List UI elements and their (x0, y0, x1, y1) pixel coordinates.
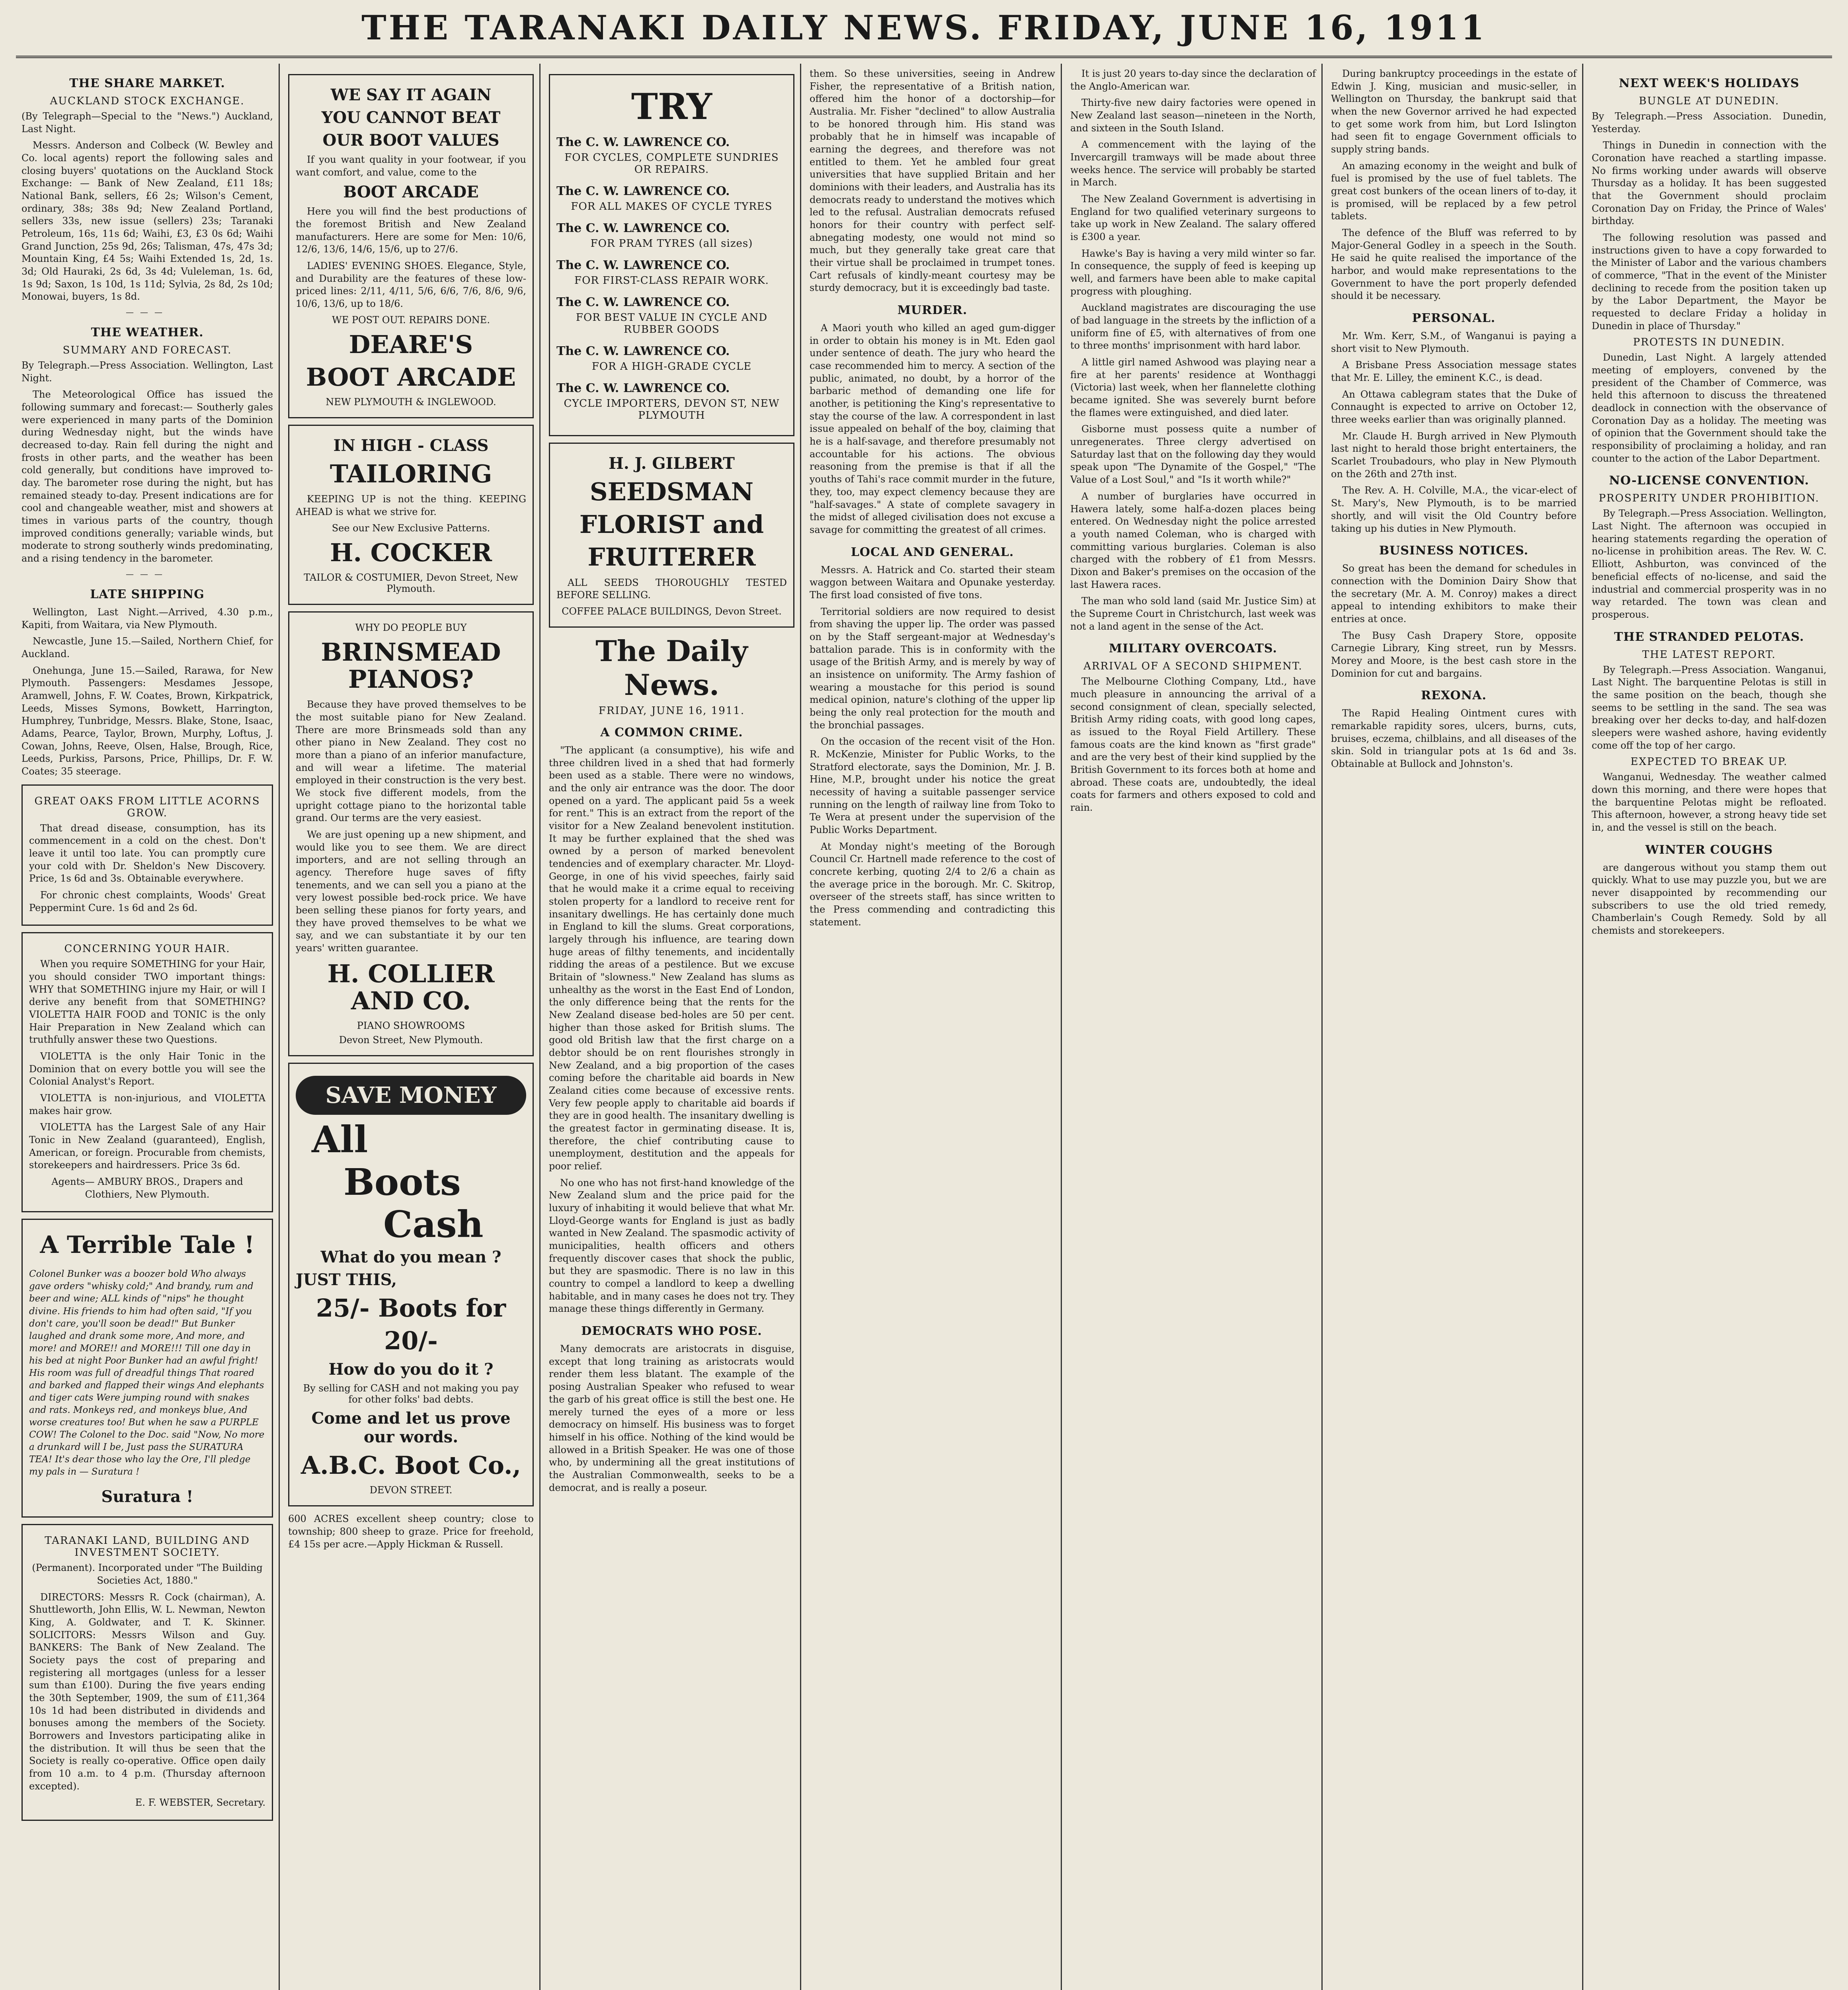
local-item: A commencement with the laying of the Invercargill tramways will be made about three weeks hence. The service will probably be started in March. (1070, 139, 1316, 188)
building-society-advert (21, 1524, 273, 1821)
boots-line-6: 25/- Boots for (316, 1293, 506, 1323)
column-3 (543, 68, 800, 1990)
cocker-text-1: KEEPING UP is not the thing. KEEPING AHEAD is what we strive for. (296, 494, 526, 517)
abc-name: A.B.C. Boot Co., (301, 1451, 521, 1480)
brinsmead-heading-2: BRINSMEAD PIANOS? (321, 637, 501, 694)
holidays-text-1: Things in Dunedin in connection with the Coronation have reached a startling impasse. No firms working under awards will observe Thursday as a holiday. It has been suggested that the Government should proclaim Coronation Day on Friday, the Prince of Wales' birthday. (1592, 140, 1827, 227)
abc-address: DEVON STREET. (369, 1485, 453, 1496)
no-license-text: By Telegraph.—Press Association. Wellington, Last Night. The afternoon was occupied in hearing statements regarding the operation of no-license in prohibition areas. The Rev. W. C. Elliott, Ashburton, was convinced of the beneficial effects of no-license, and said the industrial and commercial prosperity was in no way retarded. The town was clean and prosperous. (1592, 508, 1827, 620)
shipping-text-2: Newcastle, June 15.—Sailed, Northern Chief, for Auckland. (21, 636, 273, 659)
column-2 (283, 68, 539, 1990)
tale-signature: Suratura ! (101, 1487, 193, 1506)
local-item: During bankruptcy proceedings in the estate of Edwin J. King, musician and music-seller, in Wellington on Thursday, the bankrupt said that when the new Governor arrived he had expected to get some work from him, but Lord Islington had seen fit to engage Government officials to supply string bands. (1331, 68, 1577, 155)
share-market-text: Messrs. Anderson and Colbeck (W. Bewley and Co. local agents) report the following sales and closing buyers' quotations on the Auckland Stock Exchange: — Bank of New Zealand, £11 18s; National Bank, sellers, £6 2s; Wilson's Cement, ordinary, 38s; 38s 9d; New Zealand Portland, sellers 33s, new issue (sellers) 23s; Taranaki Petroleum, 16s, 11s 6d; Waihi, £3, £3 0s 6d; Waihi Grand Junction, 25s 9d, 26s; Talisman, 47s, 47s 3d; Mountain King, £4 5s; Waihi Extended 1s, 2d, 1s. 3d; Old Hauraki, 2s 6d, 3s 4d; Vuleleman, 1s. 6d, 1s 9d; Saxon, 1s 10d, 1s 11d; Sylvia, 2s 8d, 2s 10d; Monowai, buyers, 1s 8d. (21, 140, 273, 302)
no-license-subheading: PROSPERITY UNDER PROHIBITION. (1598, 492, 1820, 505)
boots-line-1: All (312, 1118, 368, 1161)
tale-poem: Colonel Bunker was a boozer bold Who always gave orders "whisky cold;" And brandy, rum and beer and wine; ALL kinds of "nips" he thought divine. His friends to him had often said, "If you don't care, you'll soon be dead!" But Bunker laughed and drank some more, And more, and more! and MORE!! and MORE!!! Till one day in his bed at night Poor Bunker had an awful fright! His room was full of dreadful things That roared and barked and flapped their wings And elephants and tiger cats Were jumping round with snakes and rats. Monkeys red, and monkeys blue, And worse creatures too! But when he saw a PURPLE COW! The Colonel to the Doc. said "Now, No more a drunkard will I be, Just pass the SURATURA TEA! It's dear those who lay the Ore, I'll pledge my pals in — Suratura ! (29, 1269, 265, 1477)
democrats-heading: DEMOCRATS WHO POSE. (581, 1324, 762, 1338)
column-rule (1582, 64, 1583, 1990)
deares-advert (288, 74, 534, 418)
local-item: A little girl named Ashwood was playing near a fire at her parents' residence at Wonthaggi (Victoria) last week, when her flannelette clothing became ignited. She was severely burnt before the flames were extinguished, and died later. (1070, 357, 1316, 418)
deares-heading-3: OUR BOOT VALUES (322, 131, 500, 150)
brinsmead-text-2: We are just opening up a new shipment, and would like you to see them. We are direct importers, and are not selling through an agency. Therefore huge saves of fifty tenements, and we can sell you a piano at the very lowest possible bed-rock price. We have been selling these pianos for forty years, and they have proved themselves to be what we say, and we can substantiate it by our ten years' written guarantee. (296, 829, 526, 954)
oaks-text-2: For chronic chest complaints, Woods' Great Peppermint Cure. 1s 6d and 2s 6d. (29, 889, 265, 913)
building-signature: E. F. WEBSTER, Secretary. (135, 1797, 265, 1809)
lawrence-line: FOR ALL MAKES OF CYCLE TYRES (571, 201, 773, 213)
shipping-heading: LATE SHIPPING (90, 587, 205, 601)
oaks-heading: GREAT OAKS FROM LITTLE ACORNS GROW. (34, 795, 260, 819)
holidays-subheading: BUNGLE AT DUNEDIN. (1639, 95, 1780, 107)
personal-item: An Ottawa cablegram states that the Duke of Connaught is expected to arrive on October 12, three weeks earlier than was originally planned. (1331, 388, 1577, 425)
gilbert-name: H. J. GILBERT (609, 454, 735, 473)
gilbert-line-2: FLORIST and (579, 510, 764, 539)
local-text-3: On the occasion of the recent visit of the Hon. R. McKenzie, Minister for Public Works, to the Stratford electorate, says the Dominion, Mr. J. B. Hine, M.P., brought under his notice the great necessity of having a suitable passenger service running on the length of railway line from Toko to Te Wera at present under the supervision of the Public Works Department. (810, 736, 1055, 835)
masthead (16, 8, 1832, 58)
lawrence-line: FOR A HIGH-GRADE CYCLE (591, 361, 752, 373)
shipping-text-1: Wellington, Last Night.—Arrived, 4.30 p.m., Kapiti, from Waitara, via New Plymouth. (21, 606, 273, 630)
gilbert-line-3: FRUITERER (587, 542, 756, 572)
collier-address: Devon Street, New Plymouth. (339, 1034, 483, 1046)
holidays-dateline: By Telegraph.—Press Association. Dunedin, Yesterday. (1592, 111, 1827, 135)
hair-text-3: VIOLETTA is non-injurious, and VIOLETTA makes hair grow. (29, 1092, 265, 1116)
lawrence-line: FOR BEST VALUE IN CYCLE AND RUBBER GOODS (576, 312, 768, 336)
winter-coughs-text: are dangerous without you stamp them out quickly. What to use may puzzle you, but we are never disappointed by recommending our subscribers to use the old tried remedy, Chamberlain's Cough Remedy. Sold by all chemists and storekeepers. (1592, 862, 1827, 936)
column-rule (1321, 64, 1323, 1990)
deares-arcade: BOOT ARCADE (343, 183, 479, 202)
hickman-advert: 600 ACRES excellent sheep country; close to township; 800 sheep to graze. Price for freehold, £4 15s per acre.—Apply Hickman & Russell. (288, 1513, 534, 1550)
personal-item: Mr. Claude H. Burgh arrived in New Plymouth last night to herald those bright entertainers, the Scarlet Troubadours, who play in New Plymouth on the 26th and 27th inst. (1331, 430, 1577, 480)
pelotas-subheading: THE LATEST REPORT. (1642, 648, 1776, 661)
column-rule (1061, 64, 1062, 1990)
break-up-text: Wanganui, Wednesday. The weather calmed down this morning, and there were hopes that the barquentine Pelotas might be refloated. This afternoon, however, a strong heavy tide set in, and the vessel is still on the beach. (1592, 771, 1827, 833)
masthead-title: THE TARANAKI DAILY NEWS. FRIDAY, JUNE 16, 1911 (361, 8, 1487, 47)
boots-line-9: By selling for CASH and not making you pay for other folks' bad debts. (303, 1383, 519, 1405)
weather-heading: THE WEATHER. (91, 326, 204, 340)
boots-line-2: Boots (343, 1160, 461, 1204)
winter-coughs-heading: WINTER COUGHS (1645, 843, 1773, 857)
local-item: It is just 20 years to-day since the declaration of the Anglo-American war. (1070, 68, 1316, 92)
no-license-heading: NO-LICENSE CONVENTION. (1609, 474, 1809, 488)
column-rule (279, 64, 280, 1990)
pelotas-heading: THE STRANDED PELOTAS. (1614, 630, 1804, 644)
business-notices-heading: BUSINESS NOTICES. (1379, 544, 1529, 558)
lawrence-name: The C. W. LAWRENCE CO. (556, 344, 730, 358)
local-item: Hawke's Bay is having a very mild winter so far. In consequence, the supply of feed is keeping up well, and farmers have been able to make capital progress with ploughing. (1070, 248, 1316, 297)
democrats-text: Many democrats are aristocrats in disguise, except that long training as aristocrats would render them less blatant. The example of the posing Australian Speaker who refused to wear the garb of his great office is still the best one. He merely turned the eyes of a more or less democracy on himself. His business was to forget himself in his office. Nothing of the kind would be allowed in a British Speaker. He was one of those who, by undermining all the great institutions of the Australian Commonwealth, seeks to be a democrat, and is really a poseur. (549, 1343, 794, 1493)
hair-heading: CONCERNING YOUR HAIR. (64, 943, 230, 955)
hair-text-4: VIOLETTA has the Largest Sale of any Hair Tonic in New Zealand (guaranteed), English, American, or foreign. Procurable from chemists, storekeepers and hairdressers. Price 3s 6d. (29, 1122, 265, 1171)
personal-heading: PERSONAL. (1412, 311, 1496, 326)
boots-line-3: Cash (383, 1203, 484, 1246)
gilbert-address: COFFEE PALACE BUILDINGS, Devon Street. (562, 605, 782, 617)
pelotas-text: By Telegraph.—Press Association. Wanganui, Last Night. The barquentine Pelotas is still in the same position on the beach, though she seems to be settling in the sand. The sea was breaking over her decks to-day, and half-dozen sleepers were washed ashore, having evidently come off the top of her cargo. (1592, 664, 1827, 751)
personal-item: Mr. Wm. Kerr, S.M., of Wanganui is paying a short visit to New Plymouth. (1331, 330, 1577, 354)
overcoats-text: The Melbourne Clothing Company, Ltd., have much pleasure in announcing the arrival of a second consignment of clean, specially selected, British Army riding coats, with good long capes, as issued to the Royal Field Artillery. These famous coats are the kind known as "first grade" and are the very best of their kind supplied by the British Government to its forces both at home and abroad. These coats are, undoubtedly, the ideal coats for farmers and others exposed to cold and rain. (1070, 676, 1316, 813)
lawrence-name: The C. W. LAWRENCE CO. (556, 381, 730, 395)
separator: ——— (126, 569, 169, 579)
share-market-subheading: AUCKLAND STOCK EXCHANGE. (50, 95, 245, 107)
lawrence-line: CYCLE IMPORTERS, DEVON ST, NEW PLYMOUTH (564, 398, 780, 421)
column-5 (1065, 68, 1321, 1990)
hair-agents: Agents— AMBURY BROS., Drapers and Clothiers, New Plymouth. (51, 1176, 243, 1200)
gilbert-line-1: SEEDSMAN (589, 477, 754, 506)
local-item: The man who sold land (said Mr. Justice Sim) at the Supreme Court in Christchurch, last week was not a land agent in the sense of the Act. (1070, 595, 1316, 632)
local-item: The defence of the Bluff was referred to by Major-General Godley in a speech in the South. He said he quite realised the importance of the harbor, and would make representations to the Government to have the port properly defended should it be necessary. (1331, 227, 1577, 302)
column-6 (1325, 68, 1582, 1990)
brinsmead-heading-1: WHY DO PEOPLE BUY (355, 622, 467, 633)
rexona-text: The Rapid Healing Ointment cures with remarkable rapidity sores, ulcers, burns, cuts, bruises, eczema, chilblains, and all diseases of the skin. Sold in triangular pots at 1s 6d and 3s. Obtainable at Bullock and Johnston's. (1331, 708, 1577, 769)
deares-text-1: If you want quality in your footwear, if you want comfort, and value, come to the (296, 154, 526, 178)
share-market-heading: THE SHARE MARKET. (69, 76, 225, 90)
boots-line-10: Come and let us prove our words. (311, 1409, 511, 1447)
column-4 (804, 68, 1061, 1990)
hair-text-1: When you require SOMETHING for your Hair, you should consider TWO important things: WHY that SOMETHING injure my Hair, or will I derive any benefit from that SOMETHING? VIOLETTA HAIR FOOD and TONIC is the only Hair Preparation in New Zealand which can truthfully answer these two Questions. (29, 958, 265, 1046)
boots-line-7: 20/- (384, 1326, 438, 1355)
break-up-heading: EXPECTED TO BREAK UP. (1630, 756, 1788, 768)
weather-dateline: By Telegraph.—Press Association. Wellington, Last Night. (21, 360, 273, 384)
crime-heading: A COMMON CRIME. (600, 725, 743, 739)
local-item: An amazing economy in the weight and bulk of fuel is promised by the use of fuel tablets. The great cost bunkers of the ocean liners of to-day, it is promised, will be replaced by a few petrol tablets. (1331, 160, 1577, 222)
separator: ——— (126, 307, 169, 317)
collier-name: H. COLLIER AND CO. (327, 959, 495, 1015)
try-heading: TRY (631, 86, 712, 128)
abc-boot-advert (288, 1063, 534, 1506)
crime-text-1: "The applicant (a consumptive), his wife and three children lived in a shed that had formerly been used as a stable. There were no windows, and the only air entrance was the door. The door opened on a yard. The applicant paid 5s a week for rent." This is an extract from the report of the visitor for a New Zealand benevolent institution. It may be further explained that the shed was owned by a person of marked benevolent tendencies and of exemplary character. Mr. Lloyd-George, in one of his vivid speeches, fairly said that he would make it a crime equal to receiving stolen property for a landlord to receive rent for insanitary dwellings. He has certainly done much in England to kill the slums. Great corporations, largely through his influence, are tearing down huge areas of filthy tenements, and incidentally ridding the areas of a pestilence. But we excuse Britain of "slowness." New Zealand has slums as unhealthy as the worst in the East End of London, the only difference being that the rents for the New Zealand disease bed-holes are 50 per cent. higher than those asked for British slums. The good old British law that the first charge on a debtor should be on rent flourishes strongly in New Zealand, and a big proportion of the cases coming before the charitable aid boards in New Zealand cities come because of excessive rents. Very few people apply to charitable aid boards if they are in good health. The insanitary dwelling is the greatest factor in germinating disease. It is, therefore, the chief contributing cause to unemployment, destitution and the appeals for poor relief. (549, 744, 794, 1172)
cocker-heading-2: TAILORING (330, 459, 492, 489)
hair-advert (21, 932, 273, 1212)
daily-news-date: FRIDAY, JUNE 16, 1911. (598, 704, 745, 717)
holidays-heading: NEXT WEEK'S HOLIDAYS (1619, 76, 1799, 90)
daily-news-title: The Daily News. (595, 634, 748, 702)
deares-heading-2: YOU CANNOT BEAT (321, 108, 501, 127)
shipping-text-3: Onehunga, June 15.—Sailed, Rarawa, for New Plymouth. Passengers: Mesdames Jessope, Aramwell, Johns, F. W. Coates, Brown, Kirkpatrick, Leeds, Misses Symons, Bowkett, Harrington, Humphrey, Tunbridge, Messrs. Blake, Stone, Isaac, Adams, Pearce, Taylor, Brown, Murphy, Loftus, J. Cowan, Johns, Reeve, Olsen, Halse, Brough, Rice, Leeds, Purkiss, Parsons, Price, Phillips, Dr. F. W. Coates; 35 steerage. (21, 665, 273, 777)
local-general-heading: LOCAL AND GENERAL. (851, 545, 1014, 559)
deares-text-4: WE POST OUT. REPAIRS DONE. (332, 314, 490, 326)
oaks-advert (21, 784, 273, 926)
deares-text-2: Here you will find the best productions of the foremost British and New Zealand manufacturers. Here are some for Men: 10/6, 12/6, 13/6, 14/6, 15/6, up to 27/6. (296, 206, 526, 255)
save-money-banner: SAVE MONEY (296, 1076, 526, 1115)
suratura-advert (21, 1219, 273, 1518)
lawrence-name: The C. W. LAWRENCE CO. (556, 184, 730, 198)
column-rule (800, 64, 801, 1990)
local-item: Gisborne must possess quite a number of unregenerates. Three clergy advertised on Saturday last that on the following day they would speak upon "The Dynamite of the Gospel," "The Value of a Lost Soul," and "Is it worth while?" (1070, 423, 1316, 486)
business-item: The Busy Cash Drapery Store, opposite Carnegie Library, King street, run by Messrs. Morey and Moore, is the best cash store in the Dominion for cut and bargains. (1331, 630, 1577, 679)
holidays-text-2: The following resolution was passed and instructions given to have a copy forwarded to the Minister of Labor and the various chambers of commerce, "That in the event of the Minister declining to recede from the position taken up by the Labor Department, the Mayor be requested to declare Friday a holiday in Dunedin in place of Thursday." (1592, 232, 1827, 332)
cocker-text-2: See our New Exclusive Patterns. (332, 522, 490, 534)
protests-heading: PROTESTS IN DUNEDIN. (1633, 336, 1786, 349)
lawrence-name: The C. W. LAWRENCE CO. (556, 295, 730, 309)
local-item: A number of burglaries have occurred in Hawera lately, some half-a-dozen places being entered. On Wednesday night the police arrested a youth named Coleman, who is charged with committing various burglaries. Coleman is also charged with the robbery of £1 from Messrs. Dixon and Baker's premises on the occasion of the last Hawera races. (1070, 490, 1316, 590)
rexona-heading: REXONA. (1421, 689, 1487, 703)
gilbert-text: ALL SEEDS THOROUGHLY TESTED BEFORE SELLING. (556, 577, 787, 601)
building-heading: TARANAKI LAND, BUILDING AND INVESTMENT SOCIETY. (45, 1535, 250, 1559)
cocker-address: TAILOR & COSTUMIER, Devon Street, New Plymouth. (304, 572, 518, 594)
deares-name-2: BOOT ARCADE (306, 362, 516, 392)
column-7 (1586, 68, 1832, 1990)
lawrence-line: FOR PRAM TYRES (all sizes) (590, 238, 753, 250)
weather-text: The Meteorological Office has issued the following summary and forecast:— Southerly gales were experienced in many parts of the Dominion during Wednesday night, but the winds have decreased to-day. Rain fell during the night and frosts in other parts, and the weather has been cold generally, but conditions have improved to-day. The barometer rose during the night, but has remained steady to-day. Present indications are for cool and changeable weather, mist and showers at times in various parts of the country, though improved conditions generally; variable winds, but moderate to strong southerly winds predominating, and a rising tendency in the barometer. (21, 389, 273, 564)
murder-heading: MURDER. (897, 303, 968, 318)
business-item: So great has been the demand for schedules in connection with the Dominion Dairy Show that the secretary (Mr. A. M. Conroy) makes a direct appeal to intending exhibitors to make their entries at once. (1331, 563, 1577, 624)
collier-showroom: PIANO SHOWROOMS (357, 1020, 465, 1031)
deares-text-3: LADIES' EVENING SHOES. Elegance, Style, and Durability are the features of these low-priced lines: 2/11, 4/11, 5/6, 6/6, 7/6, 8/6, 9/6, 10/6, 13/6, up to 18/6. (296, 260, 526, 310)
crime-text-2: No one who has not first-hand knowledge of the New Zealand slum and the price paid for the luxury of inhabiting it would believe that what Mr. Lloyd-George wants for England is just as badly wanted in New Zealand. The spasmodic activity of municipalities, health officers and others frequently discover cases that shock the public, but they are spasmodic. There is no law in this country to compel a landlord to keep a dwelling habitable, and in many cases he does not try. They manage these things differently in Germany. (549, 1177, 794, 1315)
hair-text-2: VIOLETTA is the only Hair Tonic in the Dominion that on every bottle you will see the Colonial Analyst's Report. (29, 1050, 265, 1087)
lawrence-line: FOR CYCLES, COMPLETE SUNDRIES OR REPAIRS. (564, 152, 779, 176)
gilbert-advert (549, 443, 794, 628)
cocker-advert (288, 425, 534, 605)
personal-item: A Brisbane Press Association message states that Mr. E. Lilley, the eminent K.C., is dead. (1331, 359, 1577, 384)
cocker-name: H. COCKER (330, 538, 492, 567)
personal-item: The Rev. A. H. Colville, M.A., the vicar-elect of St. Mary's, New Plymouth, is to be married shortly, and will visit the Old Country before taking up his duties in New Plymouth. (1331, 485, 1577, 534)
local-text-2: Territorial soldiers are now required to desist from shaving the upper lip. The order was passed on by the Staff sergeant-major at Wednesday's battalion parade. This is in conformity with the usage of the British Army, and is merely by way of an insistence on uniformity. The Army fashion of wearing a moustache for this period is sound medical opinion, nature's clothing of the upper lip being the only real protection for the mouth and the bronchial passages. (810, 606, 1055, 731)
column-1 (16, 68, 279, 1990)
deares-address: NEW PLYMOUTH & INGLEWOOD. (326, 396, 496, 408)
lawrence-name: The C. W. LAWRENCE CO. (556, 221, 730, 235)
lawrence-line: FOR FIRST-CLASS REPAIR WORK. (574, 275, 769, 287)
building-text: DIRECTORS: Messrs R. Cock (chairman), A. Shuttleworth, John Ellis, W. L. Newman, Newton King, A. Goldwater, and T. K. Skinner. SOLICITORS: Messrs Wilson and Guy. BANKERS: The Bank of New Zealand. The Society pays the cost of preparing and registering all mortgages (unless for a lesser sum than £100). During the five years ending the 30th September, 1909, the sum of £11,364 10s 1d had been distributed in dividends and bonuses among the members of the Society. Borrowers and Investors participating alike in the distribution. It will thus be seen that the Society is really co-operative. Office open daily from 10 a.m. to 4 p.m. (Thursday afternoon excepted). (29, 1591, 265, 1792)
local-text-1: Messrs. A. Hatrick and Co. started their steam waggon between Waitara and Opunake yesterday. The first load consisted of five tons. (810, 564, 1055, 601)
collier-advert (288, 611, 534, 1056)
weather-subheading: SUMMARY AND FORECAST. (62, 344, 232, 357)
cocker-heading-1: IN HIGH - CLASS (333, 436, 489, 455)
deares-name-1: DEARE'S (349, 330, 473, 359)
murder-text: A Maori youth who killed an aged gum-digger in order to obtain his money is in Mt. Eden gaol under sentence of death. The jury who heard the case recommended him to mercy. A section of the public, animated, no doubt, by a horror of the barbaric method of demanding one life for another, is petitioning the King's representative to stay the course of the law. A correspondent in last issue appealed on behalf of the boy, claiming that he is a half-savage, and therefore presumably not accountable for his actions. The obvious reasoning from the premise is that if all the youths of Tahi's race commit murder in the future, they, too, may expect clemency because they are "half-savages." A state of complete savagery in the midst of alleged civilisation does not excuse a savage for committing the greatest of all crimes. (810, 322, 1055, 535)
protests-text: Dunedin, Last Night. A largely attended meeting of employers, convened by the president of the Chamber of Commerce, was held this afternoon to discuss the threatened deadlock in connection with the observance of Coronation Day as a holiday. The meeting was of opinion that the Government should take the responsibility of proclaiming a holiday, and ran counter to the action of the Labor Department. (1592, 352, 1827, 464)
lawrence-name: The C. W. LAWRENCE CO. (556, 258, 730, 272)
overcoats-subheading: ARRIVAL OF A SECOND SHIPMENT. (1083, 660, 1303, 673)
lawrence-advert (549, 74, 794, 436)
deares-heading-1: WE SAY IT AGAIN (330, 86, 492, 104)
local-item: Auckland magistrates are discouraging the use of bad language in the streets by the infliction of a uniform fine of £5, with alternatives of from one to three months' imprisonment with hard labor. (1070, 302, 1316, 351)
building-subheading: (Permanent). Incorporated under "The Building Societies Act, 1880." (32, 1562, 263, 1586)
oaks-text: That dread disease, consumption, has its commencement in a cold on the chest. Don't leave it until too late. You can promptly cure your cold with Dr. Sheldon's New Discovery. Price, 1s 6d and 3s. Obtainable everywhere. (29, 822, 265, 884)
local-item: Thirty-five new dairy factories were opened in New Zealand last season—nineteen in the North, and sixteen in the South Island. (1070, 97, 1316, 134)
column-rule (539, 64, 541, 1990)
boots-line-4: What do you mean ? (320, 1247, 502, 1266)
tale-title: A Terrible Tale ! (40, 1231, 255, 1259)
lawrence-name: The C. W. LAWRENCE CO. (556, 135, 730, 149)
universities-text: them. So these universities, seeing in Andrew Fisher, the representative of a British nation, offered him the honor of a doctorship—for Australia. Mr. Fisher "declined" to allow Australia to be honored through him. His stand was probably that he in himself was incapable of earning the degrees, and therefore was not entitled to them. Yet he ambled four great universities that have supplied Britain and her dominions with their leaders, and Australia has its democrats ready to understand the motives which led to the refusal. Australian democrats refused honors for their country with perfect self-abnegating modesty, one would not mind so much, but they generally take great care that their virtue shall be proclaimed in trumpet tones. Cart refusals of kindly-meant courtesy may be sturdy democracy, but it is exceedingly bad taste. (810, 68, 1055, 294)
overcoats-heading: MILITARY OVERCOATS. (1109, 642, 1277, 656)
boots-line-5: JUST THIS, (296, 1270, 397, 1289)
brinsmead-text-1: Because they have proved themselves to be the most suitable piano for New Zealand. There are more Brinsmeads sold than any other piano in New Zealand. They cost no more than a piano of an inferior manufacture, and will wear a lifetime. The material employed in their construction is the very best. We stock five different models, from the upright cottage piano to the horizontal table grand. Our terms are the very easiest. (296, 699, 526, 824)
share-market-dateline: (By Telegraph—Special to the "News.") Auckland, Last Night. (21, 111, 273, 135)
boots-line-8: How do you do it ? (328, 1360, 494, 1379)
local-text-4: At Monday night's meeting of the Borough Council Cr. Hartnell made reference to the cost of concrete kerbing, quoting 2/4 to 2/6 a chain as the average price in the borough. Mr. C. Skitrop, overseer of the streets staff, has since written to the Press commending and contradicting this statement. (810, 841, 1055, 928)
local-item: The New Zealand Government is advertising in England for two qualified veterinary surgeons to take up work in New Zealand. The salary offered is £300 a year. (1070, 193, 1316, 243)
